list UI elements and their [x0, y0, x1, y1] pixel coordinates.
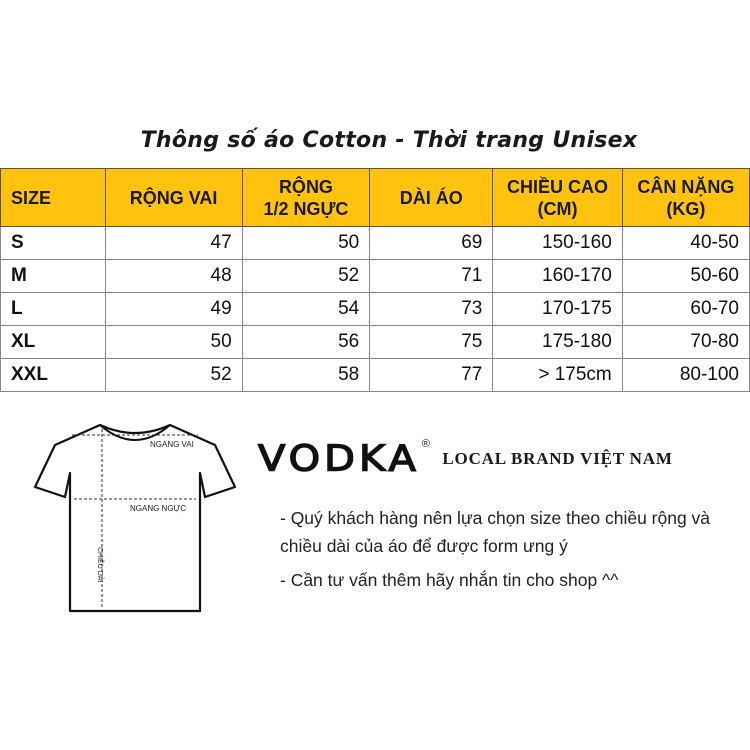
- table-cell: 150-160: [493, 227, 622, 260]
- table-header-row: [1, 169, 750, 227]
- table-cell: XXL: [1, 359, 106, 392]
- table-row-xl: [1, 326, 750, 359]
- brand-block: [258, 436, 673, 482]
- table-cell: L: [1, 293, 106, 326]
- table-cell: 48: [105, 260, 242, 293]
- table-cell: XL: [1, 326, 106, 359]
- size-advice-note: - Quý khách hàng nên lựa chọn size theo chiều rộng và chiều dài của áo để được form ưng ý: [280, 508, 711, 556]
- table-row-l: [1, 293, 750, 326]
- table-cell: 170-175: [493, 293, 622, 326]
- table-cell: 52: [105, 359, 242, 392]
- table-cell: > 175cm: [493, 359, 622, 392]
- tshirt-diagram: [30, 415, 240, 620]
- table-cell: S: [1, 227, 106, 260]
- brand-tagline: LOCAL BRAND VIỆT NAM: [442, 449, 673, 468]
- table-cell: 47: [105, 227, 242, 260]
- brand-logo: VODKA: [258, 438, 420, 480]
- table-cell: 50-60: [622, 260, 749, 293]
- contact-note: - Cần tư vấn thêm hãy nhắn tin cho shop ^^: [280, 570, 619, 590]
- table-cell: 56: [242, 326, 370, 359]
- table-cell: M: [1, 260, 106, 293]
- table-cell: 75: [370, 326, 493, 359]
- header-height: CHIỀU CAO (CM): [493, 169, 622, 227]
- size-chart-title: Thông số áo Cotton - Thời trang Unisex: [140, 128, 638, 153]
- table-cell: 50: [105, 326, 242, 359]
- chest-label: NGANG NGỰC: [130, 504, 187, 513]
- length-label: CHIỀU DÀI: [96, 547, 103, 583]
- header-shoulder-width: RỘNG VAI: [105, 169, 242, 227]
- table-cell: 52: [242, 260, 370, 293]
- table-row-m: [1, 260, 750, 293]
- table-cell: 49: [105, 293, 242, 326]
- tshirt-outline: [35, 425, 235, 611]
- table-cell: 175-180: [493, 326, 622, 359]
- table-cell: 69: [370, 227, 493, 260]
- shoulder-label: NGANG VAI: [150, 440, 194, 449]
- header-shirt-length: DÀI ÁO: [370, 169, 493, 227]
- table-cell: 40-50: [622, 227, 749, 260]
- registered-mark: ®: [421, 438, 430, 450]
- header-half-chest: RỘNG 1/2 NGỰC: [242, 169, 370, 227]
- table-row-xxl: [1, 359, 750, 392]
- table-cell: 73: [370, 293, 493, 326]
- table-cell: 160-170: [493, 260, 622, 293]
- size-table: [0, 168, 750, 392]
- header-weight: CÂN NẶNG (KG): [622, 169, 749, 227]
- table-cell: 77: [370, 359, 493, 392]
- table-cell: 71: [370, 260, 493, 293]
- table-cell: 60-70: [622, 293, 749, 326]
- table-cell: 50: [242, 227, 370, 260]
- table-cell: 54: [242, 293, 370, 326]
- table-cell: 58: [242, 359, 370, 392]
- table-row-s: [1, 227, 750, 260]
- header-size: SIZE: [1, 169, 106, 227]
- table-cell: 70-80: [622, 326, 749, 359]
- table-cell: 80-100: [622, 359, 749, 392]
